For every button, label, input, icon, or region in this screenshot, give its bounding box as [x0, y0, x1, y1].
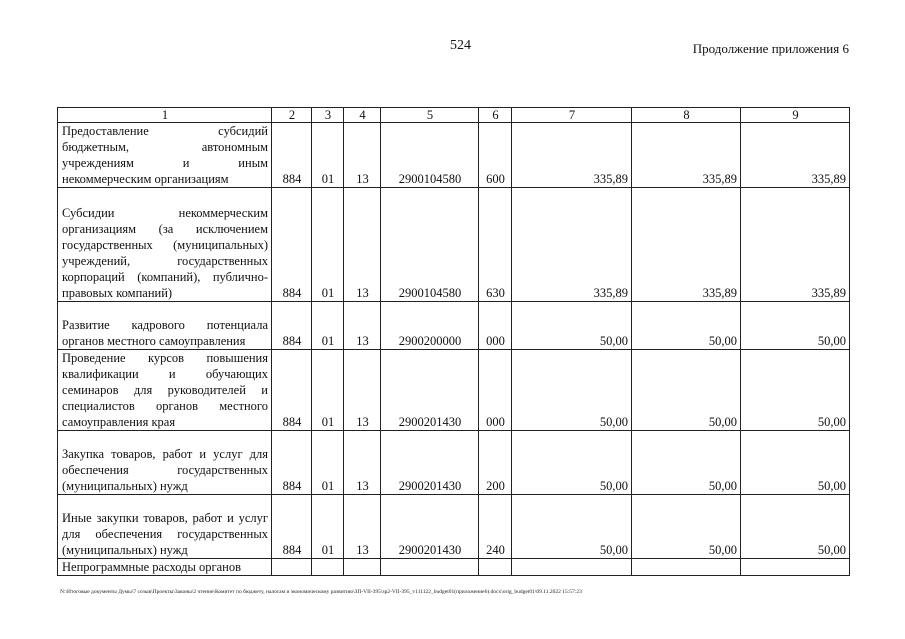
column-header: 6	[479, 108, 512, 123]
cell-subsection: 13	[344, 302, 381, 350]
cell-amount-7	[512, 559, 632, 576]
table-row	[58, 495, 850, 559]
cell-amount-9: 335,89	[741, 188, 850, 302]
column-header: 8	[632, 108, 741, 123]
cell-section: 01	[312, 302, 344, 350]
cell-amount-9	[741, 559, 850, 576]
table-row	[58, 431, 850, 495]
column-header: 9	[741, 108, 850, 123]
cell-amount-7: 335,89	[512, 123, 632, 188]
cell-subsection: 13	[344, 123, 381, 188]
cell-section: 01	[312, 495, 344, 559]
cell-expense-type: 200	[479, 431, 512, 495]
cell-amount-8: 50,00	[632, 431, 741, 495]
row-description: Субсидии некоммерческим организациям (за исключением государственных (муниципальных) учреждений, государственных корпораций (компаний), публично-правовых компаний)	[58, 188, 272, 302]
cell-ministry-code: 884	[272, 495, 312, 559]
row-description: Развитие кадрового потенциала органов местного самоуправления	[58, 302, 272, 350]
cell-amount-7: 50,00	[512, 350, 632, 431]
cell-target-article: 2900201430	[381, 350, 479, 431]
cell-amount-8: 50,00	[632, 302, 741, 350]
cell-amount-9: 50,00	[741, 495, 850, 559]
cell-amount-7: 50,00	[512, 431, 632, 495]
cell-expense-type	[479, 559, 512, 576]
document-file-path: N:\Итоговые документы Думы\7 созыв\Проекты\Законы\2 чтение\Комитет по бюджету, налогам и экономическому развитию\ЗП-VII-395\зр2-VII-395_v111122_budget01(приложение6).docx\orig_budget01\09.11.2022 15:57:23	[60, 589, 582, 595]
table-row	[58, 350, 850, 431]
table-row	[58, 559, 850, 576]
cell-amount-8: 335,89	[632, 188, 741, 302]
column-header: 7	[512, 108, 632, 123]
cell-target-article: 2900201430	[381, 431, 479, 495]
row-description: Непрограммные расходы органов	[58, 559, 272, 576]
column-header: 5	[381, 108, 479, 123]
cell-ministry-code: 884	[272, 302, 312, 350]
cell-subsection: 13	[344, 350, 381, 431]
cell-ministry-code: 884	[272, 123, 312, 188]
cell-target-article: 2900104580	[381, 188, 479, 302]
cell-section: 01	[312, 431, 344, 495]
table-row	[58, 188, 850, 302]
cell-amount-8: 50,00	[632, 350, 741, 431]
column-header: 1	[58, 108, 272, 123]
cell-amount-9: 50,00	[741, 431, 850, 495]
cell-section	[312, 559, 344, 576]
cell-amount-8: 335,89	[632, 123, 741, 188]
budget-table	[57, 107, 850, 576]
cell-amount-7: 50,00	[512, 495, 632, 559]
cell-subsection: 13	[344, 495, 381, 559]
table-row	[58, 123, 850, 188]
cell-target-article: 2900104580	[381, 123, 479, 188]
cell-expense-type: 240	[479, 495, 512, 559]
cell-amount-9: 50,00	[741, 302, 850, 350]
column-header: 4	[344, 108, 381, 123]
cell-expense-type: 000	[479, 350, 512, 431]
cell-section: 01	[312, 188, 344, 302]
row-description: Предоставление субсидий бюджетным, автономным учреждениям и иным некоммерческим организациям	[58, 123, 272, 188]
cell-subsection: 13	[344, 431, 381, 495]
cell-expense-type: 000	[479, 302, 512, 350]
cell-amount-8: 50,00	[632, 495, 741, 559]
cell-expense-type: 600	[479, 123, 512, 188]
column-header: 2	[272, 108, 312, 123]
page-number: 524	[450, 38, 471, 53]
cell-ministry-code: 884	[272, 350, 312, 431]
cell-amount-9: 50,00	[741, 350, 850, 431]
budget-table-body	[58, 108, 850, 576]
cell-amount-7: 50,00	[512, 302, 632, 350]
cell-ministry-code	[272, 559, 312, 576]
cell-target-article: 2900201430	[381, 495, 479, 559]
continuation-label: Продолжение приложения 6	[692, 41, 849, 56]
cell-amount-8	[632, 559, 741, 576]
cell-target-article	[381, 559, 479, 576]
cell-amount-7: 335,89	[512, 188, 632, 302]
column-number-row	[58, 108, 850, 123]
cell-subsection	[344, 559, 381, 576]
column-header: 3	[312, 108, 344, 123]
cell-expense-type: 630	[479, 188, 512, 302]
cell-ministry-code: 884	[272, 431, 312, 495]
cell-section: 01	[312, 350, 344, 431]
cell-ministry-code: 884	[272, 188, 312, 302]
row-description: Проведение курсов повышения квалификации и обучающих семинаров для руководителей и специалистов органов местного самоуправления края	[58, 350, 272, 431]
row-description: Иные закупки товаров, работ и услуг для обеспечения государственных (муниципальных) нужд	[58, 495, 272, 559]
row-description: Закупка товаров, работ и услуг для обеспечения государственных (муниципальных) нужд	[58, 431, 272, 495]
cell-subsection: 13	[344, 188, 381, 302]
table-row	[58, 302, 850, 350]
cell-amount-9: 335,89	[741, 123, 850, 188]
cell-section: 01	[312, 123, 344, 188]
cell-target-article: 2900200000	[381, 302, 479, 350]
